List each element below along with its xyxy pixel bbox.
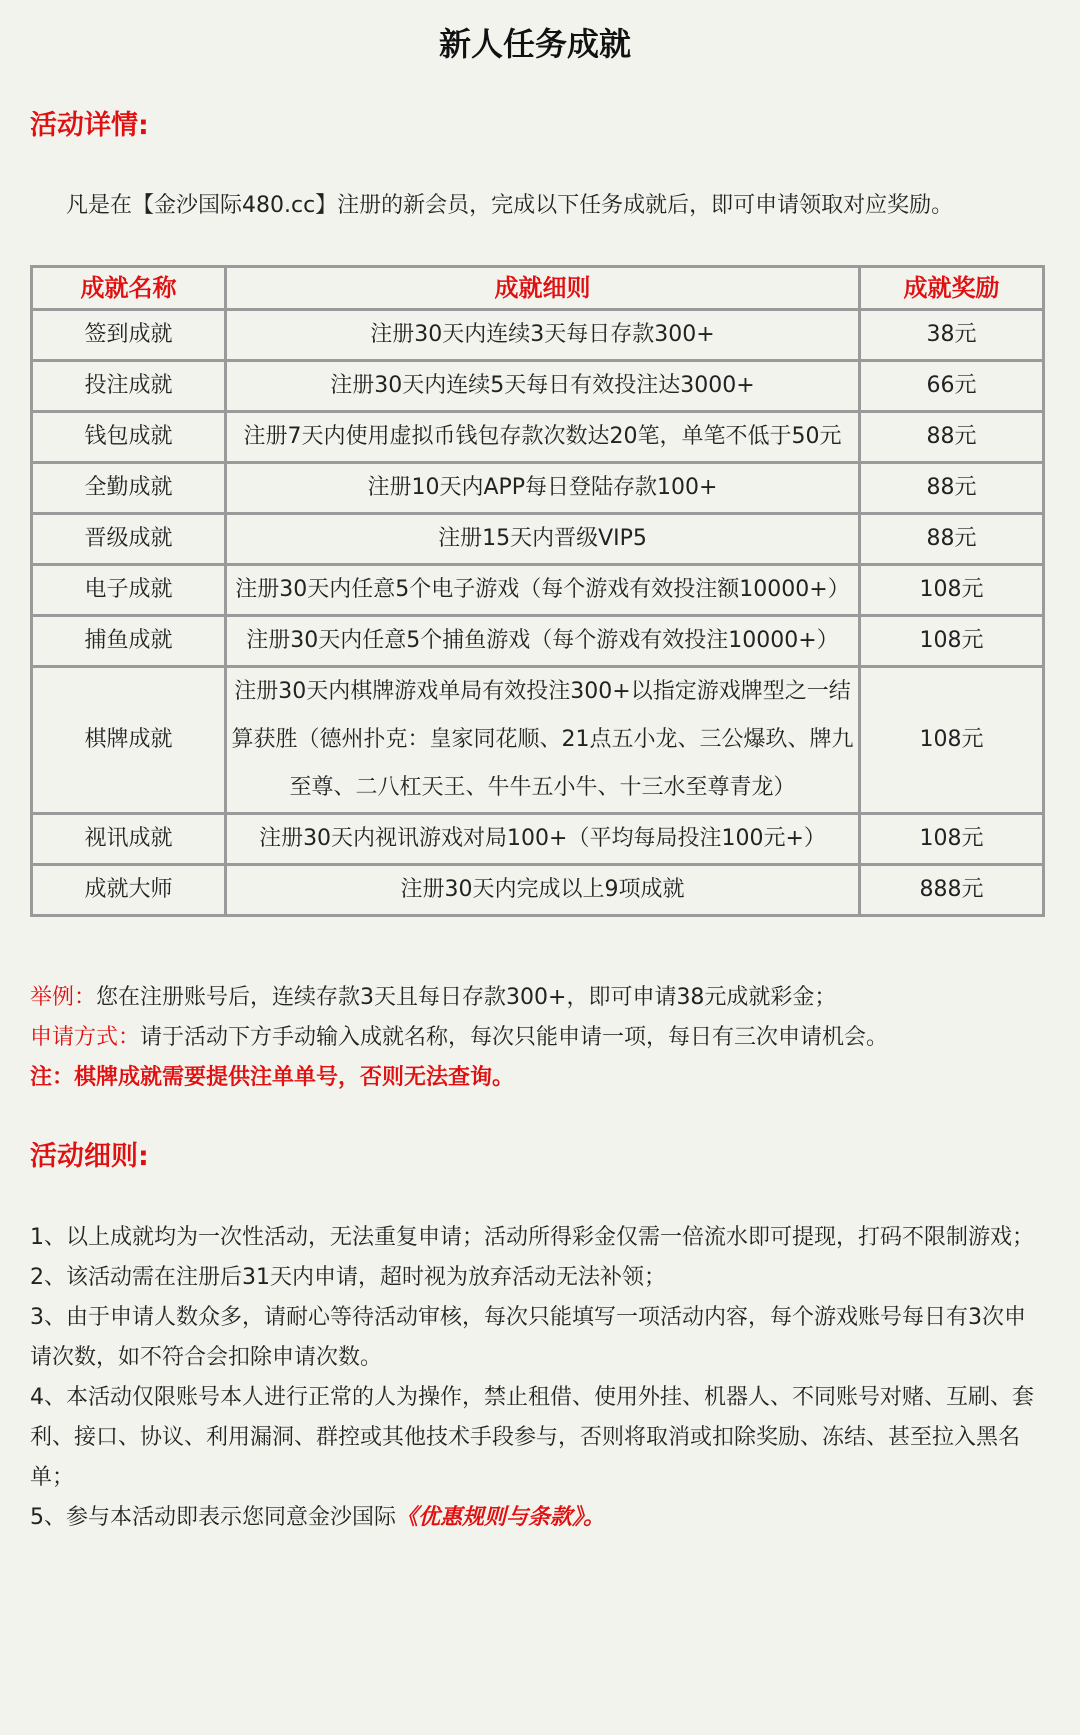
- example-label: 举例：: [30, 985, 97, 1010]
- achievement-name: 成就大师: [32, 865, 226, 916]
- table-row: [32, 865, 1044, 916]
- header-name: 成就名称: [32, 267, 226, 310]
- intro-text: 凡是在【金沙国际480.cc】注册的新会员，完成以下任务成就后，即可申请领取对应奖励。: [66, 193, 954, 218]
- achievement-reward: 108元: [860, 565, 1044, 616]
- achievement-reward: 108元: [860, 616, 1044, 667]
- rule-item: 4、本活动仅限账号本人进行正常的人为操作，禁止租借、使用外挂、机器人、不同账号对赌、互刷、套利、接口、协议、利用漏洞、群控或其他技术手段参与，否则将取消或扣除奖励、冻结、甚至拉入黑名单；: [30, 1385, 1035, 1490]
- page-title: 新人任务成就: [438, 25, 631, 63]
- achievement-reward: 38元: [860, 310, 1044, 361]
- achievement-reward: 88元: [860, 463, 1044, 514]
- achievement-name: 视讯成就: [32, 814, 226, 865]
- table-header-row: [32, 267, 1044, 310]
- rule-item-suffix: 。: [583, 1505, 606, 1530]
- apply-label: 申请方式：: [30, 1025, 141, 1050]
- rules-list: [30, 1218, 1040, 1538]
- terms-link[interactable]: 《优惠规则与条款》: [396, 1505, 584, 1530]
- achievement-table: [30, 265, 1045, 917]
- header-reward: 成就奖励: [860, 267, 1044, 310]
- achievement-name: 签到成就: [32, 310, 226, 361]
- rule-item: [30, 1498, 1040, 1538]
- rule-item-prefix: 5、参与本活动即表示您同意金沙国际: [30, 1505, 396, 1530]
- achievement-name: 钱包成就: [32, 412, 226, 463]
- notes-block: [30, 978, 888, 1098]
- achievement-reward: 88元: [860, 412, 1044, 463]
- table-row: [32, 361, 1044, 412]
- achievement-rule: 注册30天内任意5个捕鱼游戏（每个游戏有效投注10000+）: [226, 616, 860, 667]
- achievement-name: 棋牌成就: [32, 667, 226, 814]
- header-rule: 成就细则: [226, 267, 860, 310]
- achievement-name: 电子成就: [32, 565, 226, 616]
- achievement-rule: 注册10天内APP每日登陆存款100+: [226, 463, 860, 514]
- achievement-reward: 108元: [860, 814, 1044, 865]
- achievement-rule: 注册30天内连续3天每日存款300+: [226, 310, 860, 361]
- achievement-rule: 注册30天内连续5天每日有效投注达3000+: [226, 361, 860, 412]
- achievement-reward: 108元: [860, 667, 1044, 814]
- apply-text: 请于活动下方手动输入成就名称，每次只能申请一项，每日有三次申请机会。: [140, 1025, 889, 1050]
- table-row: [32, 463, 1044, 514]
- table-row: [32, 412, 1044, 463]
- table-row: [32, 310, 1044, 361]
- achievement-name: 投注成就: [32, 361, 226, 412]
- achievement-reward: 888元: [860, 865, 1044, 916]
- achievement-rule: 注册30天内视讯游戏对局100+（平均每局投注100元+）: [226, 814, 860, 865]
- table-row: [32, 514, 1044, 565]
- table-row: [32, 667, 1044, 814]
- warning-note: 注：棋牌成就需要提供注单单号，否则无法查询。: [30, 1065, 515, 1090]
- achievement-rule: 注册30天内棋牌游戏单局有效投注300+以指定游戏牌型之一结算获胜（德州扑克：皇家同花顺、21点五小龙、三公爆玖、牌九至尊、二八杠天王、牛牛五小牛、十三水至尊青龙）: [226, 667, 860, 814]
- rule-item: 3、由于申请人数众多，请耐心等待活动审核，每次只能填写一项活动内容，每个游戏账号每日有3次申请次数，如不符合会扣除申请次数。: [30, 1305, 1026, 1370]
- achievement-reward: 88元: [860, 514, 1044, 565]
- example-text: 您在注册账号后，连续存款3天且每日存款300+，即可申请38元成就彩金；: [96, 985, 837, 1010]
- table-row: [32, 814, 1044, 865]
- apply-note: [30, 1018, 888, 1058]
- achievement-name: 晋级成就: [32, 514, 226, 565]
- table-row: [32, 565, 1044, 616]
- achievement-rule: 注册30天内完成以上9项成就: [226, 865, 860, 916]
- achievement-name: 全勤成就: [32, 463, 226, 514]
- achievement-reward: 66元: [860, 361, 1044, 412]
- achievement-rule: 注册7天内使用虚拟币钱包存款次数达20笔，单笔不低于50元: [226, 412, 860, 463]
- rules-heading: 活动细则:: [30, 1141, 149, 1172]
- example-note: [30, 978, 888, 1018]
- achievement-rule: 注册15天内晋级VIP5: [226, 514, 860, 565]
- achievement-rule: 注册30天内任意5个电子游戏（每个游戏有效投注额10000+）: [226, 565, 860, 616]
- rule-item: 1、以上成就均为一次性活动，无法重复申请；活动所得彩金仅需一倍流水即可提现，打码不限制游戏；: [30, 1225, 1035, 1250]
- achievement-name: 捕鱼成就: [32, 616, 226, 667]
- table-row: [32, 616, 1044, 667]
- details-heading: 活动详情:: [30, 110, 149, 141]
- rule-item: 2、该活动需在注册后31天内申请，超时视为放弃活动无法补领；: [30, 1265, 666, 1290]
